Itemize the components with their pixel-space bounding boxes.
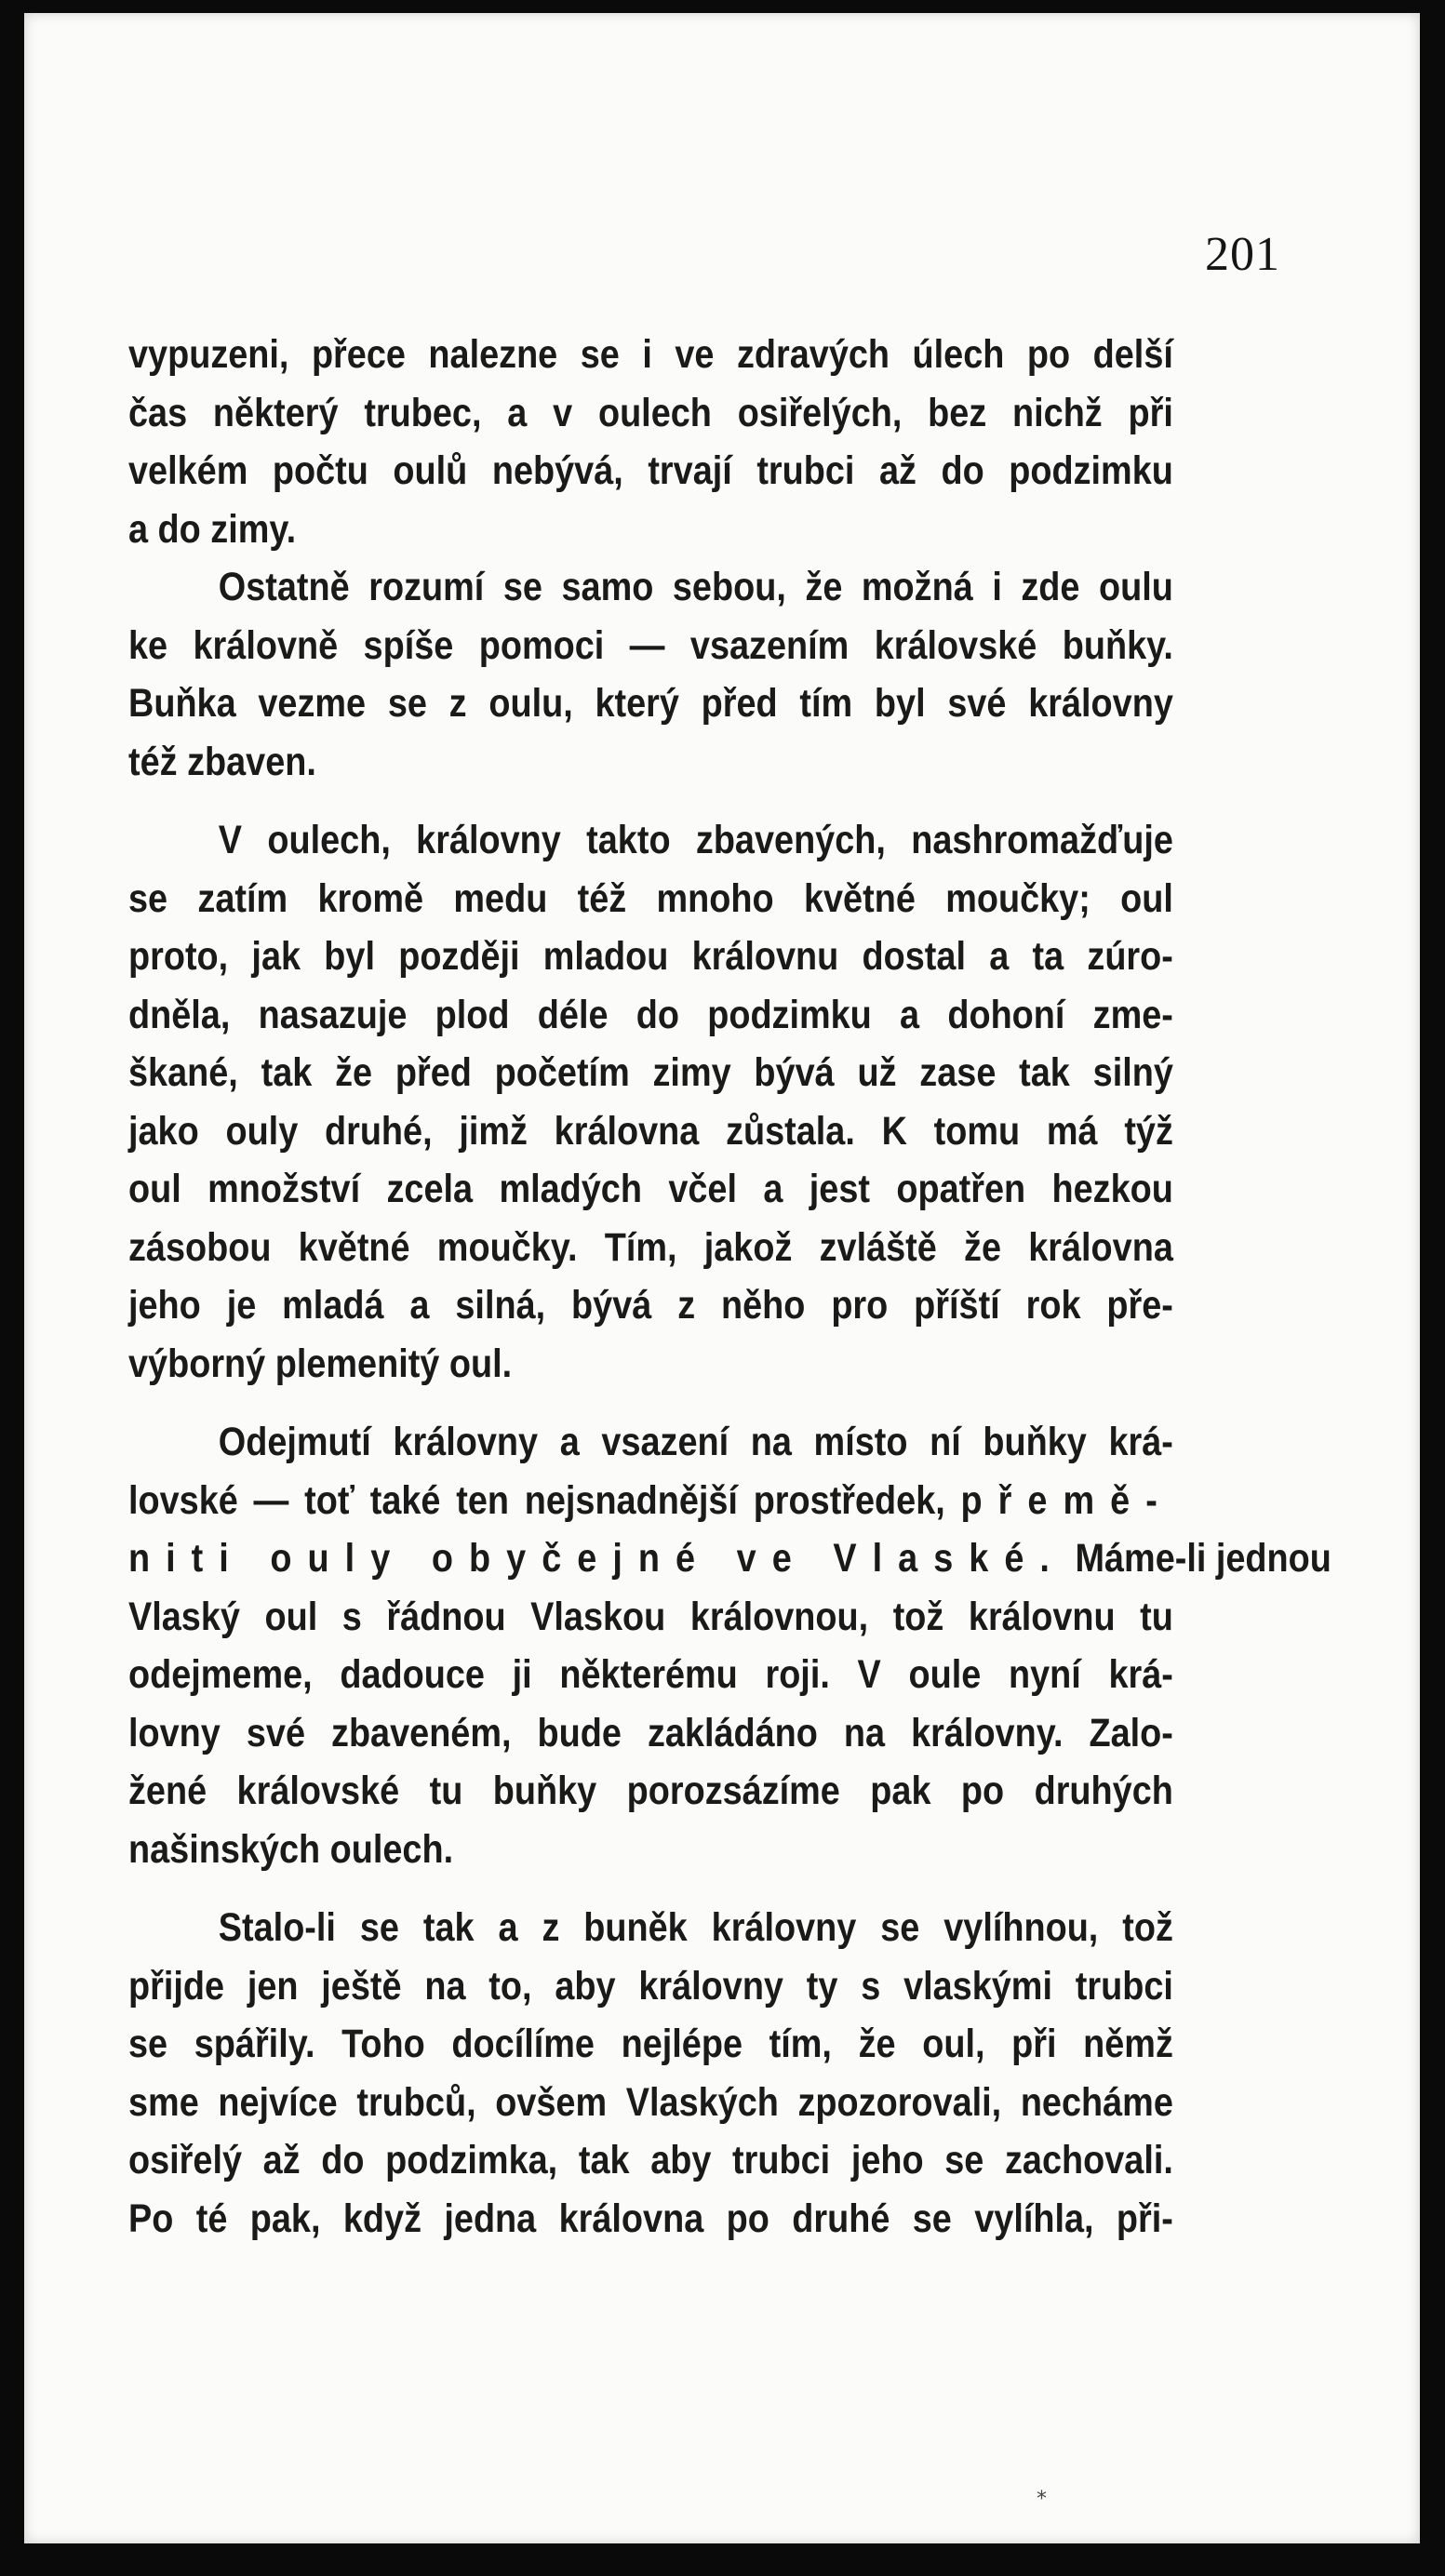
text-line: ke královně spíše pomoci — vsazením královské buňky. [128,622,1173,668]
text-segment: lovské — toť také ten nejsnadnější prostředek, [128,1477,961,1523]
text-line: dněla, nasazuje plod déle do podzimku a dohoní zme- [128,992,1173,1037]
book-page [24,13,1420,2543]
text-line [128,1646,1173,1704]
text-line [128,1704,1173,1763]
text-segment: Vlaský oul s řádnou Vlaskou královnou, tož královnu tu [128,1594,1173,1639]
paragraph-gap [128,1393,1173,1413]
body-text [128,326,1331,2248]
text-line: osiřelý až do podzimka, tak aby trubci jeho se zachovali. [128,2138,1173,2182]
emphasis-spaced-text: niti ouly obyčejné ve Vlaské. [128,1536,1065,1581]
emphasis-spaced-text: přemě- [960,1477,1173,1523]
text-line: čas některý trubec, a v oulech osiřelých, bez nichž při [128,390,1173,435]
text-segment: Odejmutí královny a vsazení na místo ní buňky krá- [218,1420,1173,1464]
text-line: velkém počtu oulů nebývá, trvají trubci až do podzimku [128,448,1173,493]
signature-mark: * [1037,2488,1047,2511]
paragraph-gap [128,791,1173,811]
text-segment: odejmeme, dadouce ji některému roji. V oule nyní krá- [128,1652,1173,1697]
text-line: též zbaven. [128,739,316,784]
text-line [128,1821,1173,1879]
text-segment: našinských oulech. [128,1826,454,1872]
text-line: a do zimy. [128,506,297,552]
text-line [128,1762,1173,1821]
text-segment: žené královské tu buňky porozsázíme pak po druhých [128,1768,1173,1813]
text-line: výborný plemenitý oul. [128,1341,513,1386]
text-segment: lovny své zbaveném, bude zakládáno na královny. Zalo- [128,1710,1173,1755]
text-line: Po té pak, když jedna královna po druhé se vylíhla, při- [128,2196,1173,2241]
text-line: škané, tak že před početím zimy bývá už zase tak silný [128,1050,1173,1095]
text-line: Ostatně rozumí se samo sebou, že možná i zde oulu [218,565,1173,609]
text-line [128,1472,1173,1530]
text-line: Stalo-li se tak a z buněk královny se vylíhnou, tož [218,1905,1173,1950]
text-line [128,1413,1173,1472]
text-line: se zatím kromě medu též mnoho květné moučky; oul [128,875,1173,921]
text-line [128,1588,1173,1647]
text-line: zásobou květné moučky. Tím, jakož zvláště že královna [128,1224,1173,1270]
text-line [128,1529,1331,1588]
text-line: Buňka vezme se z oulu, který před tím byl své královny [128,681,1173,726]
paragraph-gap [128,1878,1173,1899]
text-line: přijde jen ještě na to, aby královny ty s vlaskými trubci [128,1963,1173,2009]
text-line: jeho je mladá a silná, bývá z něho pro příští rok pře- [128,1283,1173,1328]
text-line: proto, jak byl později mladou královnu dostal a ta zúro- [128,934,1173,979]
page-number: 201 [1205,228,1280,281]
text-line: oul množství zcela mladých včel a jest opatřen hezkou [128,1167,1173,1211]
text-line: sme nejvíce trubců, ovšem Vlaských zpozorovali, necháme [128,2079,1173,2125]
text-line: jako ouly druhé, jimž královna zůstala. K tomu má týž [128,1108,1173,1154]
text-line: vypuzeni, přece nalezne se i ve zdravých úlech po delší [128,332,1173,377]
text-segment: Máme-li jednou [1064,1536,1331,1581]
text-line: V oulech, královny takto zbavených, nashromažďuje [218,818,1173,862]
text-line: se spářily. Toho docílíme nejlépe tím, že oul, při němž [128,2022,1173,2066]
